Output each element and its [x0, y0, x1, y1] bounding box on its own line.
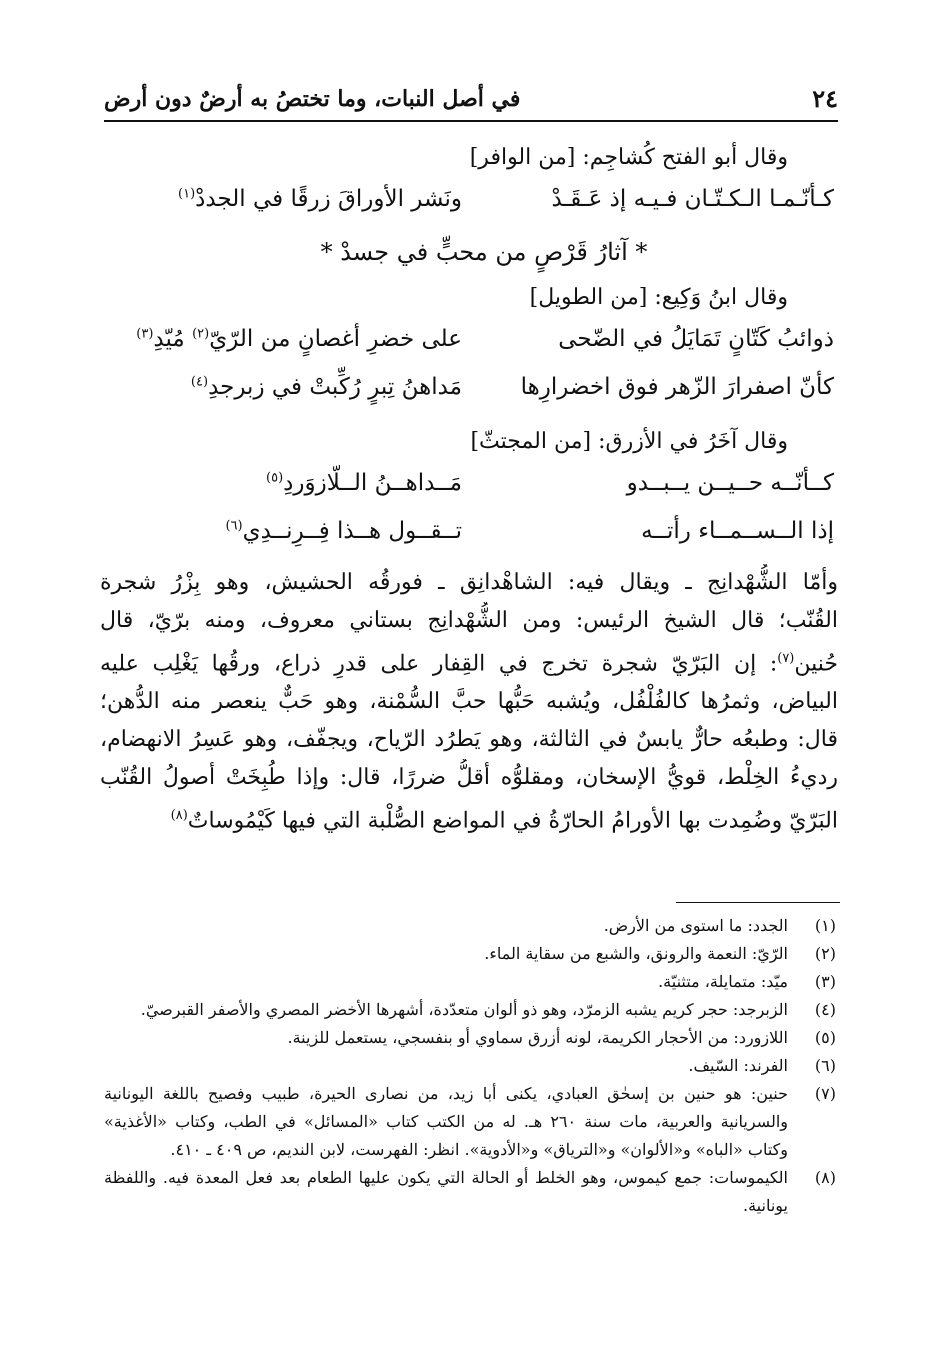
verse-second-hemistich — [102, 186, 462, 212]
running-title: في أصل النبات، وما تختصُ به أرضٌ دون أرض — [104, 86, 521, 112]
footnote-marker: (٥) — [266, 470, 284, 486]
footnote — [104, 912, 836, 940]
footnote-separator — [676, 902, 840, 903]
verse-text: تــقــول هــذا فِــرِنــدِي — [242, 518, 462, 544]
page-body — [100, 138, 838, 841]
footnote-marker: (٨) — [170, 808, 188, 824]
footnote-text: ميّد: متمايلة، متثنيّة. — [658, 972, 788, 991]
footnote-marker: (١) — [178, 186, 196, 202]
verse-first-hemistich: إذا الــســمــاء رأتــه — [641, 518, 834, 544]
footnote-number: (١) — [814, 916, 836, 935]
verse-first-hemistich: ذوائبُ كَتّانٍ تَمَايَلُ في الضّحى — [558, 326, 834, 352]
footnote-marker: (٢) — [192, 326, 210, 342]
verse-second-hemistich — [102, 470, 462, 496]
prose-line — [100, 640, 838, 683]
footnote-text: الفرند: السّيف. — [688, 1056, 788, 1075]
verse-second-hemistich — [102, 374, 462, 400]
footnotes — [104, 912, 836, 1220]
verse-line — [100, 462, 838, 510]
footnote — [104, 1164, 836, 1220]
verse-line — [100, 366, 838, 414]
poem-intro: وقال ابنُ وَكِيع: [من الطويل] — [529, 285, 788, 310]
footnote — [104, 1024, 836, 1052]
verse-second-hemistich — [102, 518, 462, 544]
prose-line: رديءُ الخِلْط، قويُّ الإسخان، ومقلوُّه أقلُّ ضررًا، قال: وإذا طُبِخَتْ أصولُ القُنّب — [100, 765, 838, 791]
poem-intro: وقال آخَرُ في الأزرق: [من المجتثّ] — [470, 429, 788, 454]
verse-line — [100, 178, 838, 226]
poem-intro: وقال أبو الفتح كُشاجِم: [من الوافر] — [469, 145, 788, 170]
verse-first-hemistich: كـأنّـمـا الـكـتّـان فـيـه إذ عَـقَـدْ — [551, 186, 834, 212]
footnote — [104, 1052, 836, 1080]
footnote — [104, 940, 836, 968]
footnote-text: الرّيّ: النعمة والرونق، والشبع من سقاية الماء. — [484, 944, 788, 963]
footnote-number: (٧) — [814, 1084, 836, 1103]
footnote-text: الزبرجد: حجر كريم يشبه الزمرّد، وهو ذو ألوان متعدّدة، أشهرها الأخضر المصري والأصفر القبرصيّ. — [140, 1000, 788, 1019]
footnote-marker: (٧) — [777, 651, 795, 666]
prose-text: حُنين — [794, 651, 838, 677]
footnote-text: الجدد: ما استوى من الأرض. — [603, 916, 788, 935]
verse-text: على خضرِ أغصانٍ من الرّيّ — [209, 326, 462, 352]
footnote-marker: (٣) — [136, 326, 154, 342]
page-number: ٢٤ — [812, 84, 838, 113]
footnote-text: الكيموسات: جمع كيموس، وهو الخلط أو الحالة التي يكون عليها الطعام بعد فعل المعدة فيه. واللفظة يونانية. — [104, 1168, 788, 1215]
prose-line: قال: وطبعُه حارٌّ يابسٌ في الثالثة، وهو يَطرُد الرّياح، ويجفّف، وهو عَسِرُ الانهضام، — [100, 727, 838, 753]
verse-line — [100, 318, 838, 366]
footnote — [104, 1080, 836, 1164]
footnote-number: (٤) — [814, 1000, 836, 1019]
verse-center-line: * آثارُ قَرْصٍ من محبٍّ في جسدْ * — [320, 238, 648, 266]
footnote-text: حنين: هو حنين بن إسحٰق العبادي، يكنى أبا زيد، من نصارى الحيرة، طبيب وفصيح باللغة اليونانية والسريانية والعربية، مات سنة ٢٦٠ هـ. له من الكتب كتاب «المسائل» في الطب، وكتاب «الأغذية» وكتاب «الباه» و«الألوان» و«الترياق» و«الأدوية». انظر: الفهرست، لابن النديم، ص ٤٠٩ ـ ٤١٠. — [104, 1084, 789, 1159]
verse-text: ونَشر الأوراقَ زرقًا في الجددْ — [195, 186, 462, 212]
verse-text: مَداهنُ تِبرٍ رُكِّبتْ في زبرجدِ — [208, 374, 462, 400]
verse-text-end: مُيّدِ — [153, 326, 185, 352]
verse-text: مَــداهــنُ الــلّازوَردِ — [283, 470, 462, 496]
footnote-number: (٨) — [814, 1168, 836, 1187]
verse-first-hemistich: كــأنّــه حــيــن يــبــدو — [626, 470, 834, 496]
verse-line — [100, 510, 838, 558]
footnote-text: اللازورد: من الأحجار الكريمة، لونه أزرق سماوي أو بنفسجي، يستعمل للزينة. — [287, 1028, 788, 1047]
prose-line: القُنّب؛ قال الشيخ الرئيس: ومن الشُّهْدانِج بستاني معروف، ومنه برّيّ، قال — [100, 608, 838, 633]
verse-first-hemistich: كأنّ اصفرارَ الزّهر فوق اخضرارِها — [520, 374, 834, 400]
prose-line — [100, 797, 838, 840]
footnote-number: (٣) — [814, 972, 836, 991]
prose-line: البياض، وثمرُها كالفُلْفُل، ويُشبه حَبُّها حبَّ السُّمْنة، وهو حَبٌّ ينعصر منه الدُّهن؛ — [100, 689, 838, 715]
verse-second-hemistich — [102, 326, 462, 352]
page-header — [104, 80, 838, 122]
prose-paragraph — [100, 564, 838, 841]
prose-line: وأمّا الشُّهْدانِج ـ ويقال فيه: الشاهْدانِق ـ فورقُه الحشيش، وهو بِزْرُ شجرة — [100, 570, 838, 595]
footnote-marker: (٦) — [225, 518, 243, 534]
footnote-number: (٢) — [814, 944, 836, 963]
prose-text: البَرّيّ وضُمِدت بها الأورامُ الحارّةُ في المواضع الصُّلْبة التي فيها كَيْمُوساتٌ — [187, 808, 838, 834]
footnote — [104, 968, 836, 996]
prose-text: : إن البَرّيّ شجرة تخرج في القِفار على قدرِ ذراع، ورقُها يَغْلِب عليه — [100, 651, 778, 677]
footnote — [104, 996, 836, 1024]
footnote-number: (٦) — [814, 1056, 836, 1075]
footnote-number: (٥) — [814, 1028, 836, 1047]
footnote-marker: (٤) — [190, 374, 209, 390]
